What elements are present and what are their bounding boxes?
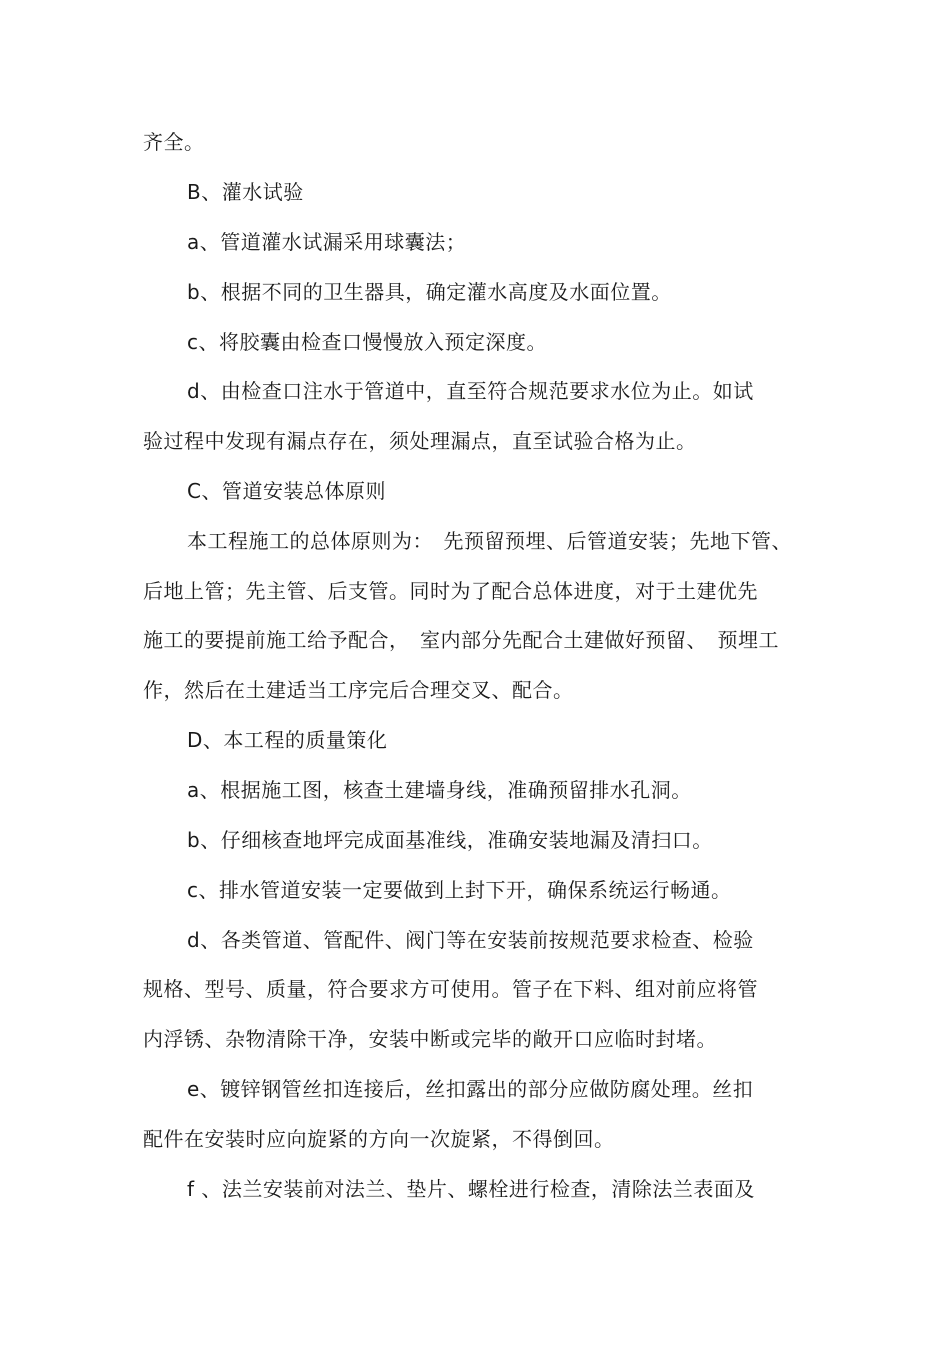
text-line: 施工的要提前施工给予配合， 室内部分先配合土建做好预留、 预埋工 (143, 628, 779, 652)
text-line: 后地上管；先主管、后支管。同时为了配合总体进度，对于土建优先 (143, 579, 758, 603)
text-line: b、根据不同的卫生器具，确定灌水高度及水面位置。 (187, 280, 672, 304)
text-line: 作，然后在土建适当工序完后合理交叉、配合。 (143, 678, 574, 702)
text-line: 本工程施工的总体原则为： 先预留预埋、后管道安装；先地下管、 (187, 529, 792, 553)
text-line: a、根据施工图，核查土建墙身线，准确预留排水孔洞。 (187, 778, 692, 802)
text-line: 配件在安装时应向旋紧的方向一次旋紧，不得倒回。 (143, 1127, 615, 1151)
text-line: c、排水管道安装一定要做到上封下开，确保系统运行畅通。 (187, 878, 732, 902)
text-line: f 、法兰安装前对法兰、垫片、螺栓进行检查，清除法兰表面及 (187, 1177, 755, 1201)
text-line: b、仔细核查地坪完成面基准线，准确安装地漏及清扫口。 (187, 828, 713, 852)
section-heading-c: C、管道安装总体原则 (187, 479, 386, 503)
text-line: d、由检查口注水于管道中，直至符合规范要求水位为止。如试 (187, 379, 754, 403)
text-line: 齐全。 (143, 130, 205, 154)
text-line: c、将胶囊由检查口慢慢放入预定深度。 (187, 330, 547, 354)
text-line: e、镀锌钢管丝扣连接后，丝扣露出的部分应做防腐处理。丝扣 (187, 1077, 754, 1101)
text-line: 内浮锈、杂物清除干净，安装中断或完毕的敞开口应临时封堵。 (143, 1027, 717, 1051)
text-line: 验过程中发现有漏点存在，须处理漏点，直至试验合格为止。 (143, 429, 697, 453)
section-heading-b: B、灌水试验 (187, 180, 304, 204)
section-heading-d: D、本工程的质量策化 (187, 728, 388, 752)
text-line: d、各类管道、管配件、阀门等在安装前按规范要求检查、检验 (187, 928, 754, 952)
text-line: 规格、型号、质量，符合要求方可使用。管子在下料、组对前应将管 (143, 977, 758, 1001)
text-line: a、管道灌水试漏采用球囊法； (187, 230, 467, 254)
